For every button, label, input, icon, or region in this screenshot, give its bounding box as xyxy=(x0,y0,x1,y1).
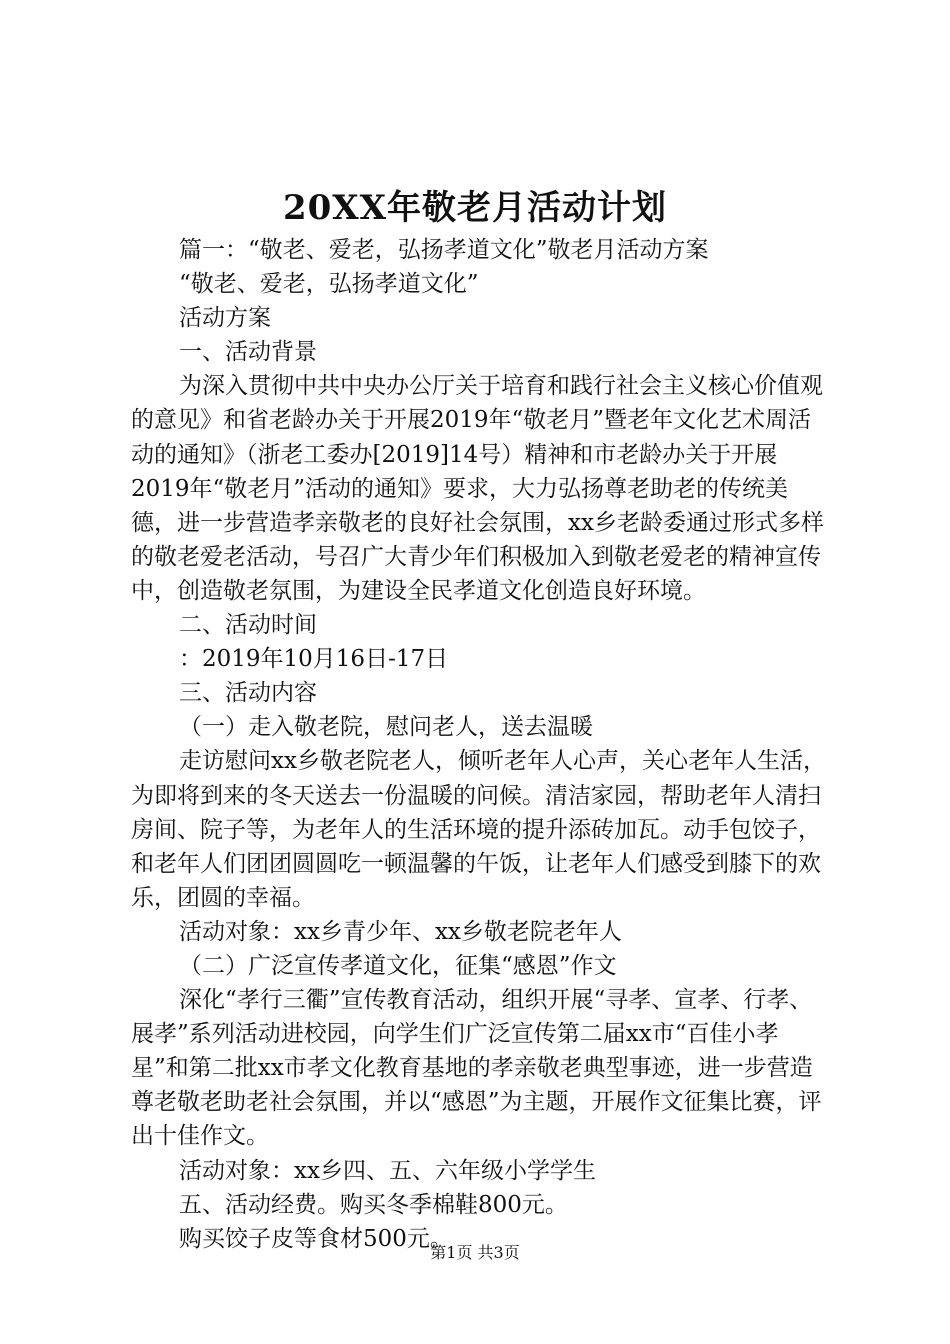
section-heading-time: 二、活动时间 xyxy=(179,612,317,639)
section-heading-content: 三、活动内容 xyxy=(179,680,317,707)
paragraph-time: ：2019年10月16日-17日 xyxy=(179,646,449,673)
paragraph-budget-food: 购买饺子皮等食材500元。 xyxy=(179,1225,453,1252)
paragraph-background: 为深入贯彻中共中央办公厅关于培育和践行社会主义核心价值观的意见》和省老龄办关于开展2019年“敬老月”暨老年文化艺术周活动的通知》（浙老工委办[2019]14号）精神和市老龄办关于开展2019年“敬老月”活动的通知》要求，大力弘扬尊老助老的传统美德，进一步营造孝亲敬老的良好社会氛围，xx乡老龄委通过形式多样的敬老爱老活动，号召广大青少年们积极加入到敬老爱老的精神宣传中，创造敬老氛围，为建设全民孝道文化创造良好环境。 xyxy=(131,373,824,604)
paragraph-budget: 五、活动经费。购买冬季棉鞋800元。 xyxy=(179,1191,568,1218)
paragraph-essay-target: 活动对象：xx乡四、五、六年级小学学生 xyxy=(179,1157,596,1184)
paragraph-essay: 深化“孝行三衢”宣传教育活动，组织开展“寻孝、宣孝、行孝、展孝”系列活动进校园，向学生们广泛宣传第二届xx市“百佳小孝星”和第二批xx市孝文化教育基地的孝亲敬老典型事迹，进一步营造尊老敬老助老社会氛围，并以“感恩”为主题，开展作文征集比赛，评出十佳作文。 xyxy=(131,987,822,1150)
section-heading-background: 一、活动背景 xyxy=(179,339,317,366)
paragraph-plan-label: 活动方案 xyxy=(179,305,271,332)
paragraph-visit: 走访慰问xx乡敬老院老人，倾听老年人心声，关心老年人生活，为即将到来的冬天送去一份温暖的问候。清洁家园，帮助老年人清扫房间、院子等，为老年人的生活环境的提升添砖加瓦。动手包饺子，和老年人们团团圆圆吃一顿温馨的午饭，让老年人们感受到膝下的欢乐，团圆的幸福。 xyxy=(131,748,826,911)
paragraph-visit-target: 活动对象：xx乡青少年、xx乡敬老院老年人 xyxy=(179,918,622,945)
page-footer: 第1页 共3页 xyxy=(430,1243,520,1262)
subsection-heading-essay: （二）广泛宣传孝道文化，征集“感恩”作文 xyxy=(179,952,617,979)
paragraph-chapter-heading: 篇一：“敬老、爱老，弘扬孝道文化”敬老月活动方案 xyxy=(179,237,709,263)
subsection-heading-visit: （一）走入敬老院，慰问老人，送去温暖 xyxy=(179,714,593,741)
document-body xyxy=(131,233,831,1256)
paragraph-slogan: “敬老、爱老，弘扬孝道文化” xyxy=(179,271,479,298)
document-title: 20XX年敬老月活动计划 xyxy=(282,188,668,228)
